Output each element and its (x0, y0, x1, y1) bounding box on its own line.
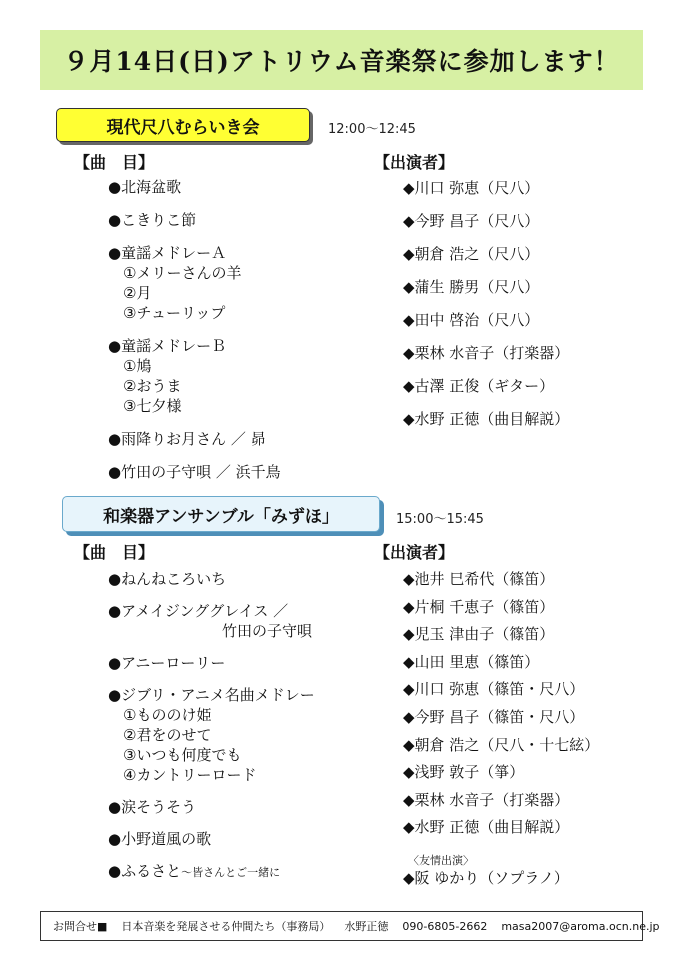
event-banner (40, 30, 643, 90)
program-title: ●北海盆歌 (108, 178, 182, 196)
performer-item: ◆川口 弥恵（篠笛・尺八） (403, 680, 585, 699)
performer-item: ◆水野 正徳（曲目解説） (403, 818, 570, 837)
performer-item: ◆蒲生 勝男（尺八） (403, 278, 540, 296)
section2-time: 15:00〜15:45 (396, 512, 484, 527)
program-title: ●こきりこ節 (108, 211, 197, 229)
section1-performers-heading: 【出演者】 (374, 153, 455, 172)
contact-phone: 090-6805-2662 (402, 919, 488, 933)
guest-performer: ◆阪 ゆかり（ソプラノ） (403, 869, 569, 887)
program-item (108, 209, 281, 230)
program-item (108, 600, 315, 641)
section1-program-list (108, 176, 281, 494)
section1-performers-list (403, 177, 569, 441)
section1-title-box (56, 108, 310, 142)
section2-program-heading: 【曲 目】 (74, 543, 155, 562)
performer-item: ◆栗林 水音子（打楽器） (403, 344, 570, 362)
program-sub-item: 竹田の子守唄 (222, 622, 313, 640)
program-title: ●竹田の子守唄 ／ 浜千鳥 (108, 463, 281, 481)
program-title: ●アニーローリー (108, 654, 226, 672)
event-title: ９月14日(日)アトリウム音楽祭に参加します！ (63, 47, 620, 76)
performer-item: ◆池井 巳希代（篠笛） (403, 570, 555, 588)
program-title: ●雨降りお月さん ／ 昴 (108, 430, 266, 448)
program-sub-item: ①メリーさんの羊 (123, 264, 242, 282)
contact-email: masa2007@aroma.ocn.ne.jp (501, 919, 660, 933)
program-sub-item: ④カントリーロード (123, 766, 257, 784)
program-sub-item: ②月 (123, 284, 152, 302)
section2-performers-list (403, 568, 599, 844)
performer-item: ◆片桐 千恵子（篠笛） (403, 597, 555, 616)
program-item (108, 428, 281, 449)
program-sub-item: ①もののけ姫 (123, 706, 212, 724)
program-item (108, 568, 315, 589)
performer-item: ◆栗林 水音子（打楽器） (403, 790, 570, 809)
section1-time: 12:00〜12:45 (328, 122, 416, 137)
contact-org: 日本音楽を発展させる仲間たち（事務局） (121, 920, 331, 933)
program-sub-item: ③チューリップ (123, 304, 226, 322)
program-sub-item: ③いつも何度でも (123, 746, 242, 764)
program-note: 〜皆さんとご一緒に (181, 866, 281, 879)
performer-item: ◆山田 里恵（篠笛） (403, 652, 540, 671)
contact-footer (40, 911, 660, 941)
program-sub-item: ③七夕様 (123, 397, 182, 415)
program-sub-item: ②君をのせて (123, 726, 212, 744)
section2-performers-heading: 【出演者】 (374, 543, 455, 562)
performer-item: ◆今野 昌子（尺八） (403, 212, 540, 230)
section1-title: 現代尺八むらいき会 (106, 117, 260, 138)
performer-item: ◆今野 昌子（篠笛・尺八） (403, 707, 585, 726)
performer-item: ◆川口 弥恵（尺八） (403, 179, 540, 197)
program-title: ●童謡メドレーＢ (108, 337, 227, 355)
program-title: ●アメイジンググレイス ／ (108, 602, 289, 620)
contact-person: 水野正徳 (344, 920, 389, 933)
program-item (108, 796, 315, 817)
program-item (108, 176, 281, 197)
program-sub-item: ①鳩 (123, 357, 152, 375)
contact-label: お問合せ■ (53, 920, 108, 933)
program-sub-item: ②おうま (123, 377, 182, 395)
section1-program-heading: 【曲 目】 (74, 153, 155, 172)
program-title: ●ふるさと〜皆さんとご一緒に (108, 862, 281, 880)
program-item (108, 242, 281, 323)
performer-item: ◆朝倉 浩之（尺八・十七絃） (403, 735, 600, 754)
section2-title-box (62, 496, 380, 532)
program-title: ●小野道風の歌 (108, 830, 212, 848)
program-title: ●涙そうそう (108, 798, 197, 816)
performer-item: ◆田中 啓治（尺八） (403, 311, 540, 329)
program-item (108, 461, 281, 482)
program-item (108, 652, 315, 673)
performer-item: ◆古澤 正俊（ギター） (403, 377, 555, 395)
program-item (108, 335, 281, 416)
program-item (108, 684, 315, 785)
program-title: ●ねんねころいち (108, 570, 227, 588)
performer-item: ◆朝倉 浩之（尺八） (403, 245, 540, 263)
performer-item: ◆水野 正徳（曲目解説） (403, 410, 570, 428)
performer-item: ◆児玉 津由子（篠笛） (403, 625, 555, 644)
guest-label: 〈友情出演〉 (408, 854, 474, 867)
section2-program-list (108, 568, 315, 892)
program-item (108, 860, 315, 881)
performer-item: ◆浅野 敦子（箏） (403, 763, 525, 782)
program-item (108, 828, 315, 849)
program-title: ●ジブリ・アニメ名曲メドレー (108, 686, 315, 704)
section2-title: 和楽器アンサンブル「みずほ」 (103, 506, 339, 527)
program-title: ●童謡メドレーＡ (108, 244, 227, 262)
